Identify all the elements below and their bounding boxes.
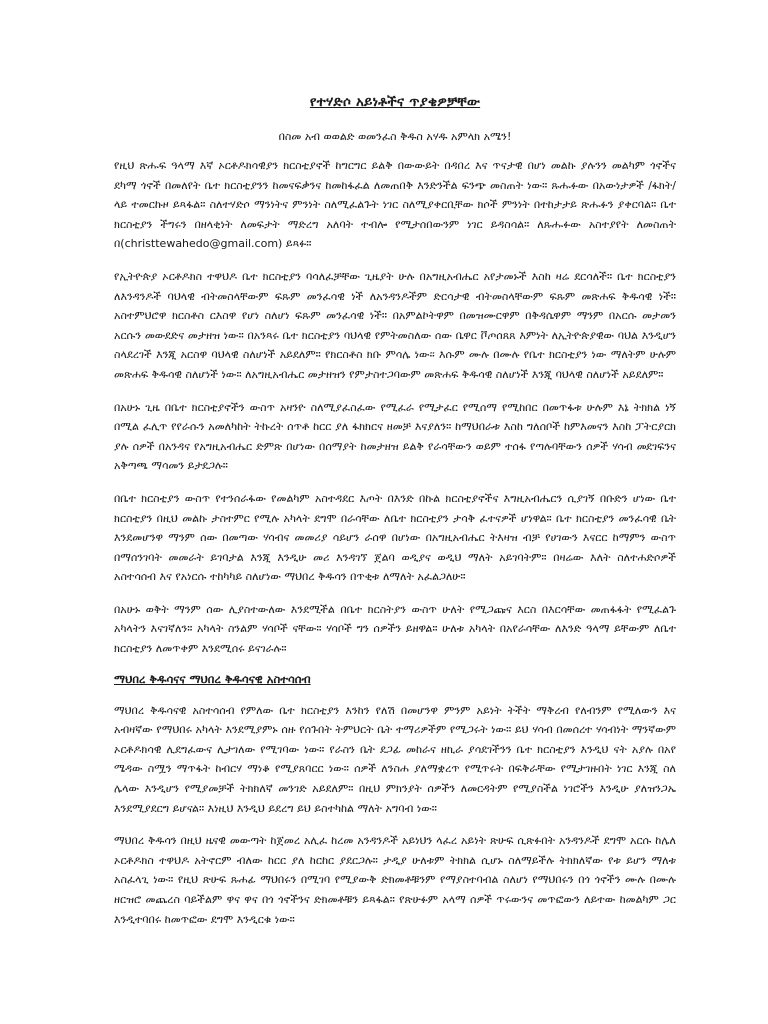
section-heading: ማህበረ ቅዱሳናና ማህበረ ቅዱሳናዊ አስተሳሰብ bbox=[114, 671, 311, 686]
section-paragraph: ማህበረ ቅዱሳን በዚህ ዜናዊ መውጣት ከጀመረ አሊፈ ከረመ አንዳንዶች አይነህን ላፈረ አይነት ጽሁፍ ሲጽፉበት አንዳንዶች ደግሞ አርሱ ከሌለ ኦርቶዶክስ ተዋህዶ አትኖርም ብለው ከርር ያለ ከርከር ያደርጋሉ። ታዲያ ሁለቱም ትክክል ሲሆኑ ስለማይችሉ ትክክለኛው የቱ ይሆን ማለቱ አስፈላጊ ነው። የዚህ ጽሁፍ ጹሐፊ ማህበሩን በሚገባ የሚያውቅ ድክመቶቹንም የማያስተባብል ስለሆነ የማህበሩን በጎ ጎኖችን ሙሉ በሙሉ ዘርዝሮ መጨረስ ባይችልም ዋና ዋና በጎ ጎኖችንና ድክመቶቹን ይጻፋል። የጽሁፉም አላማ ሰዎች ጥሩውንና መጥፎውን ለይተው ከመልካም ጋር እንዲተባበሩ ከመጥፎው ደግሞ እንዲርቁ ነው። bbox=[114, 834, 676, 926]
paragraph: የዚህ ጽሑፍ ዓላማ እኛ ኦርቶዶክሳዊያን ክርስቲያኖች ከግርግር ይልቅ በውውይት በዳበረ እና ጥናታዊ በሆነ መልኩ ያሉንን መልካም ጎኖችና ደካማ ጎኖች በመለየት ቤተ ክርስቲያንን ከመናፍቃንና ከመከፋፈል ለመጠበቅ እንድንችል ፍንጭ መስጠት ነው። ጹሑፉው በአውነታዎች /ፋክት/ ላይ ተመርኩዞ ይጻፋል። ስለተሃድሶ ማንነትና ምንነት ስለሚፈልጉት ነገር ስለሚያቀርቢቸው ክሶች ምንነት በተከታታይ ጽሑፉን ያቀርባል። ቤተ ክርስቲያን ችግሩን በዘላቂነት ለመፍታት ማድረግ አለባት ተብሎ የሚታሰበውንም ነገር ይዳስሳል። ለጹሑፉው አስተያየት ለመስጠት በ(christtewahedo@gmail.com) ይጻፉ። bbox=[114, 159, 676, 251]
opening-blessing: በስመ አብ ወወልድ ወመንፈስ ቅዱስ አሃዱ አምላክ አሜን! bbox=[278, 130, 512, 143]
paragraph: በአሁኑ ጊዜ በቤተ ክርስቲያኖችን ውስጥ አዛንዮ ስለሚያፈስፈው የሚፈራ የሚታፈር የሚሰማ የሚከበር በመጥፋቱ ሁሉም እኔ ትክክል ነኝ በሚል ፈሊጥ የየራሱን አመለካከት ትኩረት ሰጥቶ ከርር ያለ ፋክክርና ዘመቻ እናያለን። ከማህበራቱ እስከ ግለሰቦች ከምእመናን እስከ ፓትርያርክ ያሉ ሰዎች በአንዳና የአግዚአብሔር ድምጽ በሆነው በሰማያት ከመታዘዝ ይልቅ የራሳቸውን ወይም ተሰፋ የጣሉባቸውን ሰዎች ሃሳብ መደገፍንና አቅጣጫ ማሳመን ይታደጋሉ። bbox=[114, 400, 676, 473]
paragraph: በአሁኑ ወቅት ማንም ሰው ሊያስተውለው እንደሚችል በቤተ ክርስትያን ውስጥ ሁለት የሚጋጩና እርስ በእርሳቸው መጠፋፋት የሚፈልጉ አካላትን እናገኛለን። አካላት ስንልም ሃሳቦች ናቸው። ሃሳቦች ግን ሰዎችን ይዘዋል። ሁለቱ አካላት በአየራሳቸው ለእንድ ዓላማ ይቸውም ለቤተ ክርስቲያን ለመጥቀም እንደሚሰሩ ይናገራሉ። bbox=[114, 602, 676, 656]
paragraph: የኢትዮጵያ ኦርቶዶክስ ተዋህዶ ቤተ ክርስቲያን ባሳለፈቻቸው ጊዜያት ሁሉ በአግዚአብሔር አየታመኑች እስከ ዛሬ ደርሳለች። ቤተ ክርስቲያን ለእንዳንዶች ባህላዊ ብትመስላቸውም ፍጹም መንፈሳዊ ነች ለአንዳንዶችም ድርሳታዊ ብትመስላቸውም ፍጹም መጽሐፍ ቅዱሳዊ ነች። አስተምህሮዋ ክርስቶስ ርእስዋ የሆነ ስለሆነ ፍጹም መንፈሳዊ ነች። በአምልኮትዋም በመዝሙርዋም በቅዳሴዋም ማንም በአርሱ መታመን አርሱን መውደድና መታዘዝ ነው። በአንጻሩ ቤተ ክርስቲያን ባህላዊ የምትመስለው ሰው ቤዋር ቮጦሰጸጸ እምነት ለኢትዮጵያዊው ባህል እንዲሆን ስላደረገች እንጂ አርስዋ ባህላዊ ስለሆነች አይደለም። የክርስቶስ ክቡ ምሳሌ ነው፡፡ እሱም ሙሉ በሙሉ የቤተ ክርስቲያን ነው ማለትም ሁሉም መጽሐፍ ቅዱሳዊ ስለሆነች ነው። ለአግዚአብሔር መታዘዝን የምታስተጋባውም መጽሐፍ ቅዱሳዊ ስለሆነች እንጂ ባህላዊ ስለሆነች አይደለም። bbox=[114, 269, 676, 381]
section-paragraph: ማህበረ ቅዱሳናዊ አስተሳሰብ የምለው ቤተ ክርስቲያን እንከን የለሽ በመሆንዋ ምንም አይነት ትችት ማቅረብ የለብንም የሚለውን እና አብዛኛው የማህበሩ አካላት እንደሚያምኑ ሰዙ የሰጉበት ትምህርት ቤት ተማሪዎችም የሚጋሩት ነው። ይህ ሃሳብ በመሰረተ ሃሳብነት ማንኛውም ኦርቶዶክሳዊ ሊደግፈውና ሊታገለው የሚገባው ነው። የራስን ቤት ደጋፊ መከራና ዘኪራ ያሳደገችንን ቤተ ክርስቲያን እንዲህ ናት አያሉ በአየ ሜዳው ስሟን ማጥፋት ከብርሃ ማነቆ የሚያጸባርር ነው። ሰዎች ለንስሐ ያለማቋረጥ የሚጥሩት በፍቅራቸው የሚታገዙበት ነገር እንጂ ስለ ሌላው እንዲሆን የሚያመቻች ትክክለኛ መንገድ አይደለም። በዚህ ምክንያት ሰዎችን ለመርዳትም የሚያስችል ነገሮችን እንዲሁ ያለዝንጋኤ እንደሚያደርግ ይሆናል። እነዚህ እንዲህ ይደረግ ይህ ይስተካከል ማለት አግባብ ነው። bbox=[114, 703, 676, 815]
document-title: የተሃድሶ አይነቶችና ጥያቄዎቻቸው bbox=[309, 94, 481, 110]
paragraph: በቤተ ክርስቲያን ውስጥ የተንሰራፋው የመልካም አስተዳደር እጦት በእንድ በኩል ክርስቲያኖችና እግዚአብሔርን ሲያገኝ በቡድን ሆነው ቤተ ክርስቲያን በዚህ መልኩ ታስተምር የሚሉ አካላት ደግሞ በራሳቸው ለቤተ ክርስቲያን ታሳቅ ፈተናዎች ሆነዋል። ቤተ ክርስቲያን መንፈሳዊ ቤት እንደመሆንዋ ማንም ሰው በመጣው ሃሳብና መመሪያ ሳይሆን ራሰዋ በሆነው በአግዚአብሔር ትእዛዝ ብቻ የሀገውን እናርር ከማምን ውስጥ በማሰንገባት መመራት ይገባታል እንጂ እንዲሁ መሪ እንዳገኘ ጀልባ ወዲያና ወዲህ ማለት አይገባትም። በዛሬው እለት ስለተሐድሶዎች አስተሳሰብ እና የአነርሱ ተከካካይ ስለሆነው ማህበረ ቅዱሳን በጥቂቱ ለማለት አፈልጋለሁ። bbox=[114, 491, 676, 584]
